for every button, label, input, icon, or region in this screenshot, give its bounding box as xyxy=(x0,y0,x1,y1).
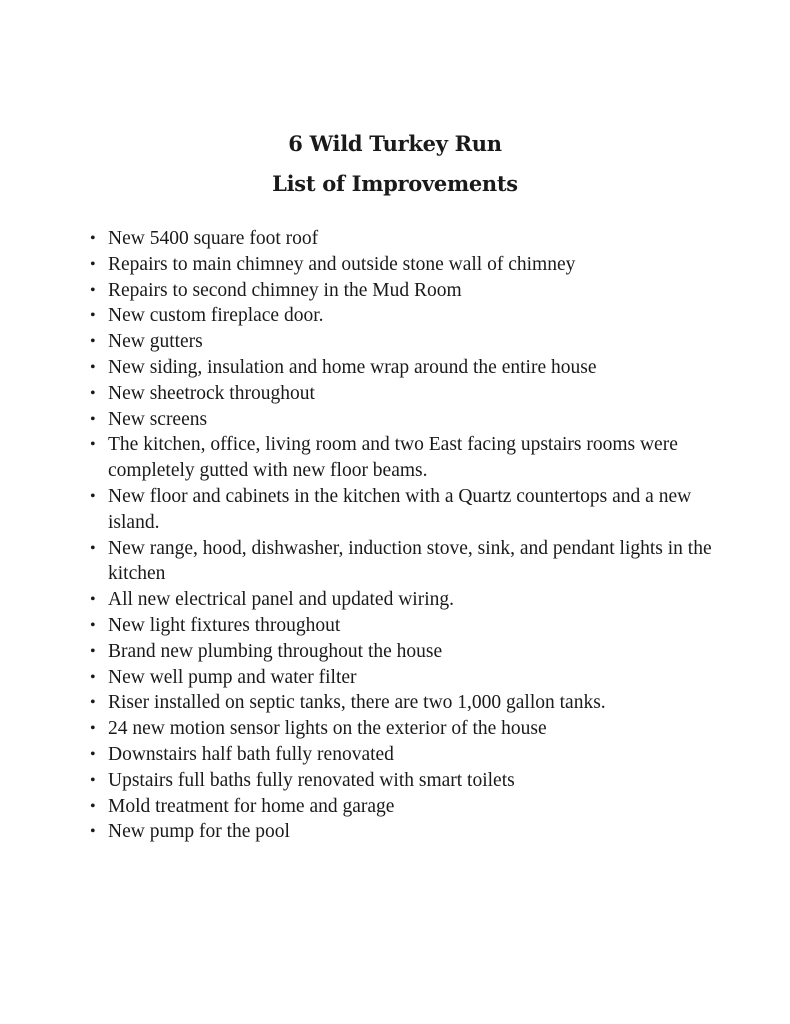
bullet-icon: • xyxy=(90,230,96,247)
bullet-icon: • xyxy=(90,384,96,402)
bullet-icon: • xyxy=(90,591,96,609)
bullet-icon: • xyxy=(90,823,96,841)
list-item xyxy=(88,278,728,304)
list-item-text: Repairs to second chimney in the Mud Room xyxy=(108,279,462,301)
list-item-text: New gutters xyxy=(108,331,203,353)
page-subtitle: List of Improvements xyxy=(272,171,518,196)
list-item xyxy=(88,484,728,536)
list-item xyxy=(88,226,728,252)
list-item-text: The kitchen, office, living room and two East facing upstairs rooms were completely gutted with new floor beams. xyxy=(108,434,678,482)
bullet-icon: • xyxy=(90,410,96,428)
title-block xyxy=(0,124,790,204)
bullet-icon: • xyxy=(90,668,96,686)
bullet-icon: • xyxy=(90,487,96,505)
list-item xyxy=(88,329,728,355)
list-item xyxy=(88,303,728,329)
bullet-icon: • xyxy=(90,436,96,454)
list-item xyxy=(88,613,728,639)
list-item-text: New sheetrock throughout xyxy=(108,382,315,404)
list-item-text: New siding, insulation and home wrap around the entire house xyxy=(108,356,597,378)
list-item xyxy=(88,536,728,588)
list-item-text: Repairs to main chimney and outside stone wall of chimney xyxy=(108,253,576,275)
list-item xyxy=(88,690,728,716)
list-item xyxy=(88,819,728,845)
list-item xyxy=(88,381,728,407)
bullet-icon: • xyxy=(90,745,96,763)
list-item-text: 24 new motion sensor lights on the exterior of the house xyxy=(108,718,547,740)
list-item-text: New light fixtures throughout xyxy=(108,614,341,636)
list-item-text: Upstairs full baths fully renovated with smart toilets xyxy=(108,769,515,791)
improvements-list xyxy=(88,226,728,845)
list-item-text: Riser installed on septic tanks, there are two 1,000 gallon tanks. xyxy=(108,692,606,714)
list-item xyxy=(88,639,728,665)
page-title: 6 Wild Turkey Run xyxy=(288,131,502,156)
list-item xyxy=(88,742,728,768)
bullet-icon: • xyxy=(90,333,96,351)
bullet-icon: • xyxy=(90,281,96,299)
list-item-text: New 5400 square foot roof xyxy=(108,228,319,249)
list-item xyxy=(88,355,728,381)
list-item-text: All new electrical panel and updated wiring. xyxy=(108,589,454,611)
bullet-icon: • xyxy=(90,720,96,738)
list-item-text: New pump for the pool xyxy=(108,821,290,843)
list-item xyxy=(88,432,728,484)
bullet-icon: • xyxy=(90,694,96,712)
bullet-icon: • xyxy=(90,255,96,273)
list-item-text: Brand new plumbing throughout the house xyxy=(108,640,443,662)
list-item xyxy=(88,665,728,691)
list-item xyxy=(88,407,728,433)
bullet-icon: • xyxy=(90,797,96,815)
bullet-icon: • xyxy=(90,539,96,557)
list-item-text: New screens xyxy=(108,408,208,430)
bullet-icon: • xyxy=(90,642,96,660)
list-item-text: Downstairs half bath fully renovated xyxy=(108,743,394,765)
list-item-text: New well pump and water filter xyxy=(108,666,357,688)
list-item-text: New floor and cabinets in the kitchen with a Quartz countertops and a new island. xyxy=(108,485,692,533)
list-item xyxy=(88,587,728,613)
bullet-icon: • xyxy=(90,358,96,376)
list-item xyxy=(88,716,728,742)
bullet-icon: • xyxy=(90,771,96,789)
list-item-text: Mold treatment for home and garage xyxy=(108,795,395,817)
list-item xyxy=(88,794,728,820)
list-item xyxy=(88,252,728,278)
list-item-text: New custom fireplace door. xyxy=(108,305,324,327)
list-item-text: New range, hood, dishwasher, induction stove, sink, and pendant lights in the kitchen xyxy=(108,537,712,585)
bullet-icon: • xyxy=(90,616,96,634)
bullet-icon: • xyxy=(90,307,96,325)
list-item xyxy=(88,768,728,794)
